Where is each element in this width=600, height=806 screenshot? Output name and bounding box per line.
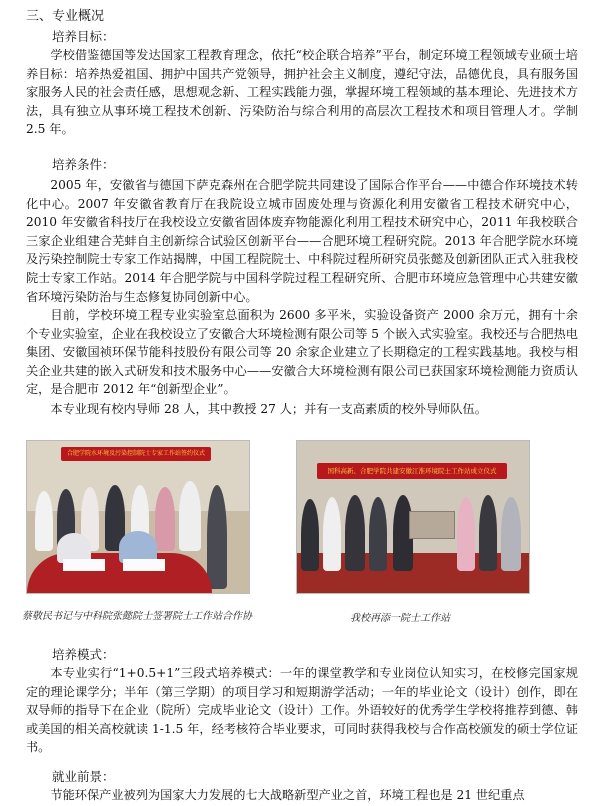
conditions-paragraph-3: 本专业现有校内导师 28 人，其中教授 27 人；并有一支高素质的校外导师队伍。 bbox=[50, 402, 487, 416]
photo-banner: 国科高新、合肥学院共建安徽江淮环境院士工作站成立仪式 bbox=[317, 463, 507, 479]
signing-ceremony-photo bbox=[26, 440, 250, 594]
training-conditions-heading: 培养条件： bbox=[52, 157, 115, 172]
photo-banner: 合肥学院水环境及污染控制院士专家工作站签约仪式 bbox=[61, 447, 211, 461]
training-mode-heading: 培养模式： bbox=[52, 647, 115, 662]
workstation-unveiling-photo bbox=[296, 440, 530, 594]
section-title: 三、专业概况 bbox=[26, 9, 105, 24]
photo-caption-2: 我校再添一院士工作站 bbox=[350, 613, 450, 624]
training-mode-paragraph: 本专业实行“1+0.5+1”三段式培养模式：一年的课堂教学和专业岗位认知实习，在校修完国家规定的理论课学分；半年（第三学期）的项目学习和短期游学活动；一年的毕业论文（设计）创作，即在双导师的指导下在企业（院所）完成毕业论文（设计）工作。外语较好的优秀学生学校将推荐到德、韩或美国的相关高校就读 1-1.5 年，经考核符合毕业要求，可同时获得我校与合作高校颁发的硕士学位证书。 bbox=[26, 666, 578, 755]
training-goal-paragraph: 学校借鉴德国等发达国家工程教育理念，依托“校企联合培养”平台，制定环境工程领域专业硕士培养目标：培养热爱祖国、拥护中国共产党领导，拥护社会主义制度，遵纪守法，品德优良，具有服务国家服务人民的社会责任感，思想观念新、工程实践能力强，掌握环境工程领域的基本理论、先进技术方法，具有独立从事环境工程技术创新、污染防治与综合利用的高层次工程技术和项目管理人才。学制 2.5 年。 bbox=[26, 48, 578, 137]
photo-caption-1: 蔡敬民书记与中科院张懿院士签署院士工作站合作协 bbox=[22, 611, 252, 622]
conditions-paragraph-2: 目前，学校环境工程专业实验室总面积为 2600 多平米，实验设备资产 2000 余万元，拥有十余个专业实验室，企业在我校设立了安徽合大环境检测有限公司等 5 个嵌入式实验室。我校还与合肥热电集团、安徽国祯环保节能科技股份有限公司等 20 余家企业建立了长期稳定的工程实践基地。我校与相关企业共建的嵌入式研发和技术服务中心——安徽合大环境检测有限公司已获国家环境检测能力资质认定，是合肥市 2012 年“创新型企业”。 bbox=[26, 308, 578, 397]
employment-heading: 就业前景： bbox=[52, 769, 115, 784]
conditions-paragraph-1: 2005 年，安徽省与德国下萨克森州在合肥学院共同建设了国际合作平台——中德合作环境技术转化中心。2007 年安徽省教育厅在我院设立城市固废处理与资源化利用安徽省工程技术研究中心，2010 年安徽省科技厅在我校设立安徽省固体废弃物能源化利用工程技术研究中心，2011 年我校联合三家企业组建合芜蚌自主创新综合试验区创新平台——合肥环境工程研究院。2013 年合肥学院水环境及污染控制院士专家工作站揭牌，中国工程院院士、中科院过程所研究员张懿及创新团队正式入驻我校院士专家工作站。2014 年合肥学院与中国科学院过程工程研究所、合肥市环境应急管理中心共建安徽省环境污染防治与生态修复协同创新中心。 bbox=[26, 178, 578, 304]
training-goal-heading: 培养目标： bbox=[52, 29, 115, 44]
employment-paragraph: 节能环保产业被列为国家大力发展的七大战略新型产业之首，环境工程也是 21 世纪重点 bbox=[50, 788, 525, 802]
